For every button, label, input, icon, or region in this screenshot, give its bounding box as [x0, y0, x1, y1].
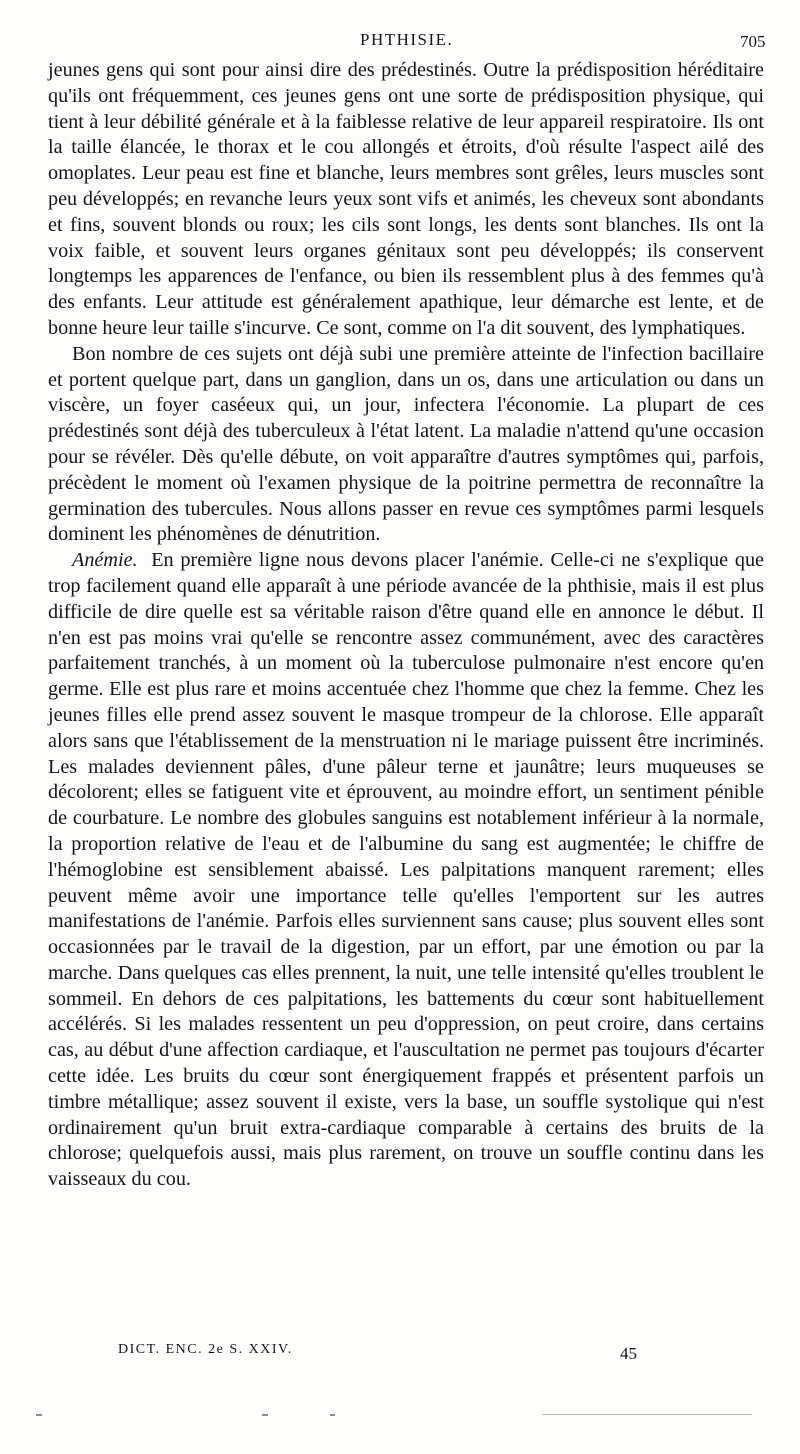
page-number: 705 — [740, 32, 766, 51]
scan-mark — [36, 1414, 42, 1416]
sheet-number: 45 — [620, 1344, 637, 1363]
body-text — [48, 58, 764, 1193]
scan-mark — [262, 1414, 268, 1416]
scan-mark — [330, 1414, 335, 1416]
scan-edge-marks — [30, 1414, 750, 1416]
paragraph-anemia-text: En première ligne nous devons placer l'anémie. Celle-ci ne s'explique que trop facilement quand elle apparaît à une période avancée de la phthisie, mais il est plus difficile de dire quelle est sa véritable raison d'être quand elle en annonce le début. Il n'en est pas moins vrai qu'elle se rencontre assez communément, avec des caractères parfaitement tranchés, à un moment où la tuberculose pulmonaire n'est encore qu'en germe. Elle est plus rare et moins accentuée chez l'homme que chez la femme. Chez les jeunes filles elle prend assez souvent le masque trompeur de la chlorose. Elle apparaît alors sans que l'établissement de la menstruation ni le mariage puissent être incriminés. Les malades deviennent pâles, d'une pâleur terne et jaunâtre; leurs muqueuses se décolorent; elles se fatiguent vite et éprouvent, au moindre effort, un sentiment pénible de courbature. Le nombre des globules sanguins est notablement inférieur à la normale, la proportion relative de l'eau et de l'albumine du sang est augmentée; le chiffre de l'hémoglobine est sensiblement abaissé. Les palpitations manquent rarement; elles peuvent même avoir une importance telle qu'elles l'emportent sur les autres manifestations de l'anémie. Parfois elles surviennent sans cause; plus souvent elles sont occasionnées par le travail de la digestion, par un effort, par une émotion ou par la marche. Dans quelques cas elles prennent, la nuit, une telle intensité qu'elles troublent le sommeil. En dehors de ces palpitations, les battements du cœur sont habituellement accélérés. Si les malades ressentent un peu d'oppression, on peut croire, dans certains cas, au début d'une affection cardiaque, et l'auscultation ne permet pas toujours d'écarter cette idée. Les bruits du cœur sont énergiquement frappés et présentent parfois un timbre métallique; assez souvent il existe, vers la base, un souffle systolique qui n'est ordinairement qu'un bruit extra-cardiaque comparable à certains des bruits de la chlorose; quelquefois aussi, mais plus rarement, on trouve un souffle continu dans les vaisseaux du cou. — [48, 549, 764, 1191]
paragraph-predestined: Bon nombre de ces sujets ont déjà subi une première atteinte de l'infection bacillaire et portent quelque part, dans un ganglion, dans un os, dans une articulation ou dans un viscère, un foyer caséeux qui, un jour, infectera l'économie. La plupart de ces prédestinés sont déjà des tuberculeux à l'état latent. La maladie n'attend qu'une occasion pour se révéler. Dès qu'elle débute, on voit apparaître d'autres symptômes qui, parfois, précèdent le moment où l'examen physique de la poitrine permettra de reconnaître la germination des tubercules. Nous allons passer en revue ces symptômes parmi lesquels dominent les phénomènes de dénutrition. — [48, 342, 764, 546]
running-title: PHTHISIE. — [360, 30, 454, 49]
running-head — [0, 30, 800, 54]
printer-signature: DICT. ENC. 2e S. XXIV. — [118, 1342, 293, 1357]
scan-mark — [542, 1414, 752, 1415]
paragraph-continued: jeunes gens qui sont pour ainsi dire des prédestinés. Outre la prédisposition héréditaire qu'ils ont fréquemment, ces jeunes gens ont une sorte de prédisposition physique, qui tient à leur débilité générale et à la faiblesse relative de leur appareil respiratoire. Ils ont la taille élancée, le thorax et le cou allongés et étroits, d'où résulte l'aspect ailé des omoplates. Leur peau est fine et blanche, leurs membres sont grêles, leurs muscles sont peu développés; en revanche leurs yeux sont vifs et animés, les cheveux sont abondants et fins, souvent blonds ou roux; les cils sont longs, les dents sont blanches. Ils ont la voix faible, et souvent leurs organes génitaux sont peu développés; ils conservent longtemps les apparences de l'enfance, ou bien ils ressemblent plus à des femmes qu'à des enfants. Leur attitude est généralement apathique, leur démarche est lente, et de bonne heure leur taille s'incurve. Ce sont, comme on l'a dit souvent, des lymphatiques. — [48, 59, 764, 339]
section-run-in-title: Anémie. — [72, 549, 138, 572]
paragraph-anemia — [48, 548, 764, 1193]
